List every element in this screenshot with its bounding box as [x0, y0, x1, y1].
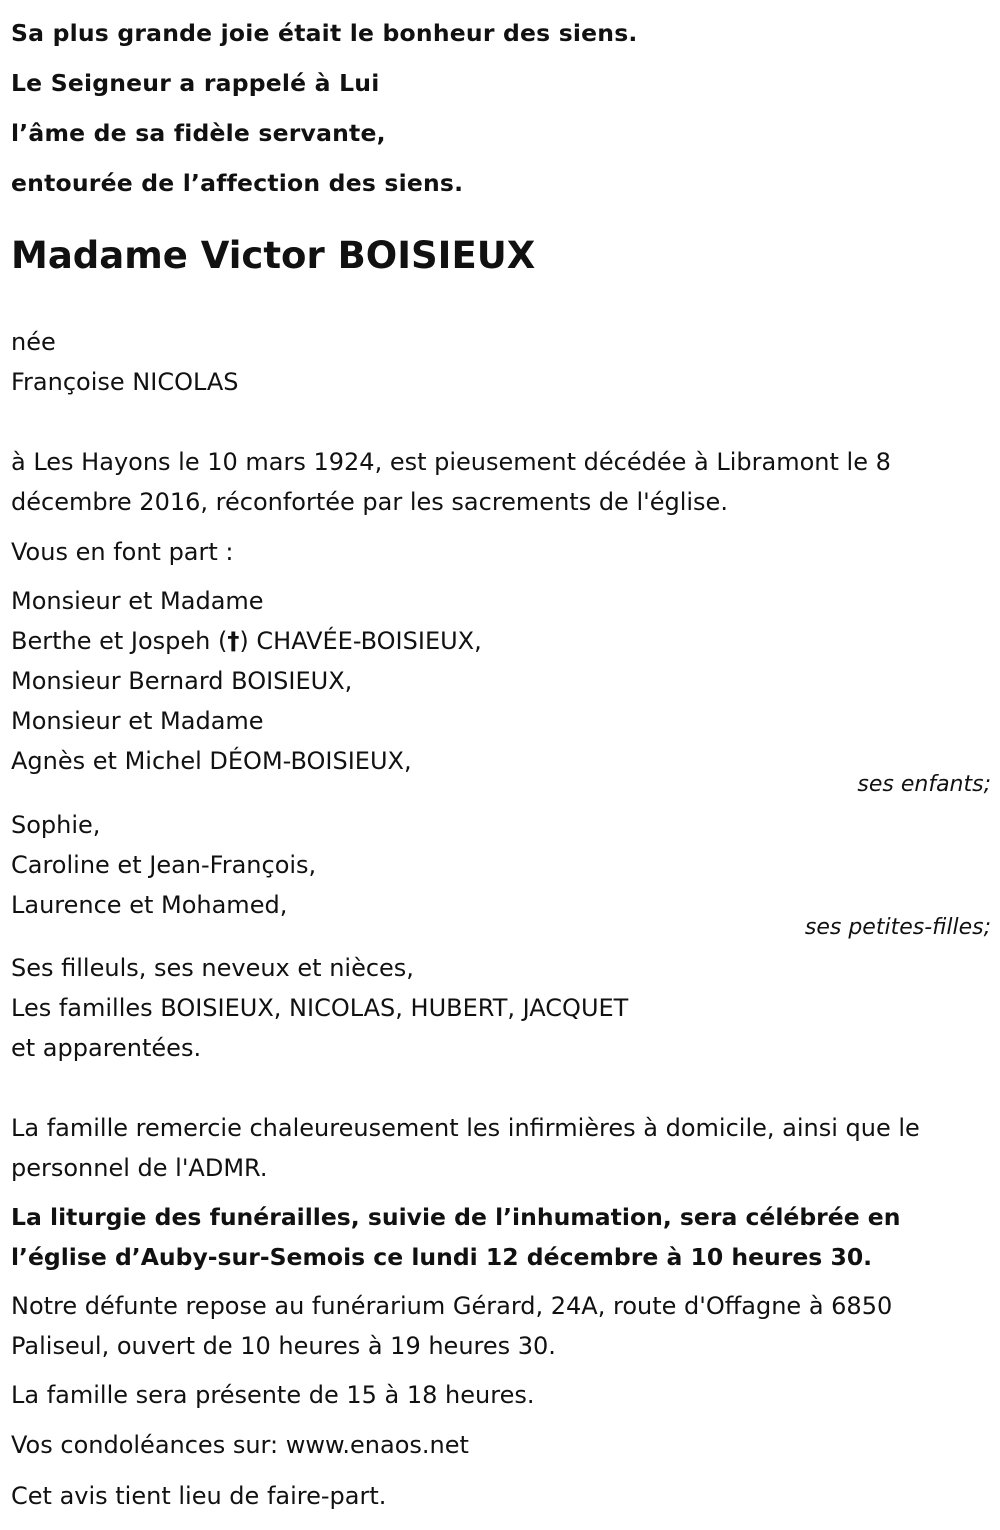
deceased-name: Madame Victor BOISIEUX: [11, 234, 536, 277]
maiden-name-block: [11, 322, 991, 402]
maiden-name: Françoise NICOLAS: [11, 368, 239, 396]
intro-line: l’âme de sa fidèle servante,: [11, 119, 386, 147]
closing-text: Cet avis tient lieu de faire-part.: [11, 1482, 387, 1510]
share-intro: Vous en font part :: [11, 538, 234, 566]
relatives-list: [11, 948, 991, 1068]
list-item: Laurence et Mohamed,: [11, 891, 288, 919]
list-item: Monsieur Bernard BOISIEUX,: [11, 667, 353, 695]
family-presence: La famille sera présente de 15 à 18 heures.: [11, 1381, 535, 1409]
thanks-block: [11, 1108, 991, 1188]
list-item: [11, 621, 991, 661]
grandchildren-list: [11, 805, 991, 925]
thanks-text: La famille remercie chaleureusement les infirmières à domicile, ainsi que le personnel de l'ADMR.: [11, 1114, 920, 1182]
intro-line: Sa plus grande joie était le bonheur des siens.: [11, 19, 638, 47]
intro-verse: [11, 8, 638, 208]
list-item: Monsieur et Madame: [11, 707, 264, 735]
intro-line: Le Seigneur a rappelé à Lui: [11, 69, 380, 97]
condolences-text: Vos condoléances sur: www.enaos.net: [11, 1431, 469, 1459]
announcement-text: à Les Hayons le 10 mars 1924, est pieusement décédée à Libramont le 8 décembre 2016, réconfortée par les sacrements de l'église.: [11, 448, 891, 516]
closing-block: [11, 1476, 991, 1516]
condolences-block: [11, 1425, 991, 1465]
cross-icon: †: [227, 627, 240, 655]
grandchildren-role: ses petites-filles;: [804, 915, 991, 940]
list-item: Sophie,: [11, 811, 101, 839]
intro-line: entourée de l’affection des siens.: [11, 169, 464, 197]
list-item: Agnès et Michel DÉOM-BOISIEUX,: [11, 747, 412, 775]
list-item: Monsieur et Madame: [11, 587, 264, 615]
rest-place-text: Notre défunte repose au funérarium Gérard, 24A, route d'Offagne à 6850 Paliseul, ouvert de 10 heures à 19 heures 30.: [11, 1292, 893, 1360]
children-role: ses enfants;: [857, 772, 991, 797]
funeral-block: [11, 1197, 991, 1277]
list-item: et apparentées.: [11, 1034, 202, 1062]
share-intro-block: [11, 532, 991, 572]
funeral-text: La liturgie des funérailles, suivie de l’inhumation, sera célébrée en l’église d’Auby-sur-Semois ce lundi 12 décembre à 10 heures 30.: [11, 1203, 901, 1271]
list-item-text: Berthe et Jospeh (: [11, 627, 228, 655]
list-item: Ses filleuls, ses neveux et nièces,: [11, 954, 414, 982]
announcement-block: [11, 442, 991, 522]
list-item: Les familles BOISIEUX, NICOLAS, HUBERT, JACQUET: [11, 994, 629, 1022]
children-list: [11, 581, 991, 781]
rest-place-block: [11, 1286, 991, 1366]
list-item: Caroline et Jean-François,: [11, 851, 317, 879]
list-item-text: ) CHAVÉE-BOISIEUX,: [239, 627, 482, 655]
nee-label: née: [11, 328, 56, 356]
presence-block: [11, 1375, 991, 1415]
